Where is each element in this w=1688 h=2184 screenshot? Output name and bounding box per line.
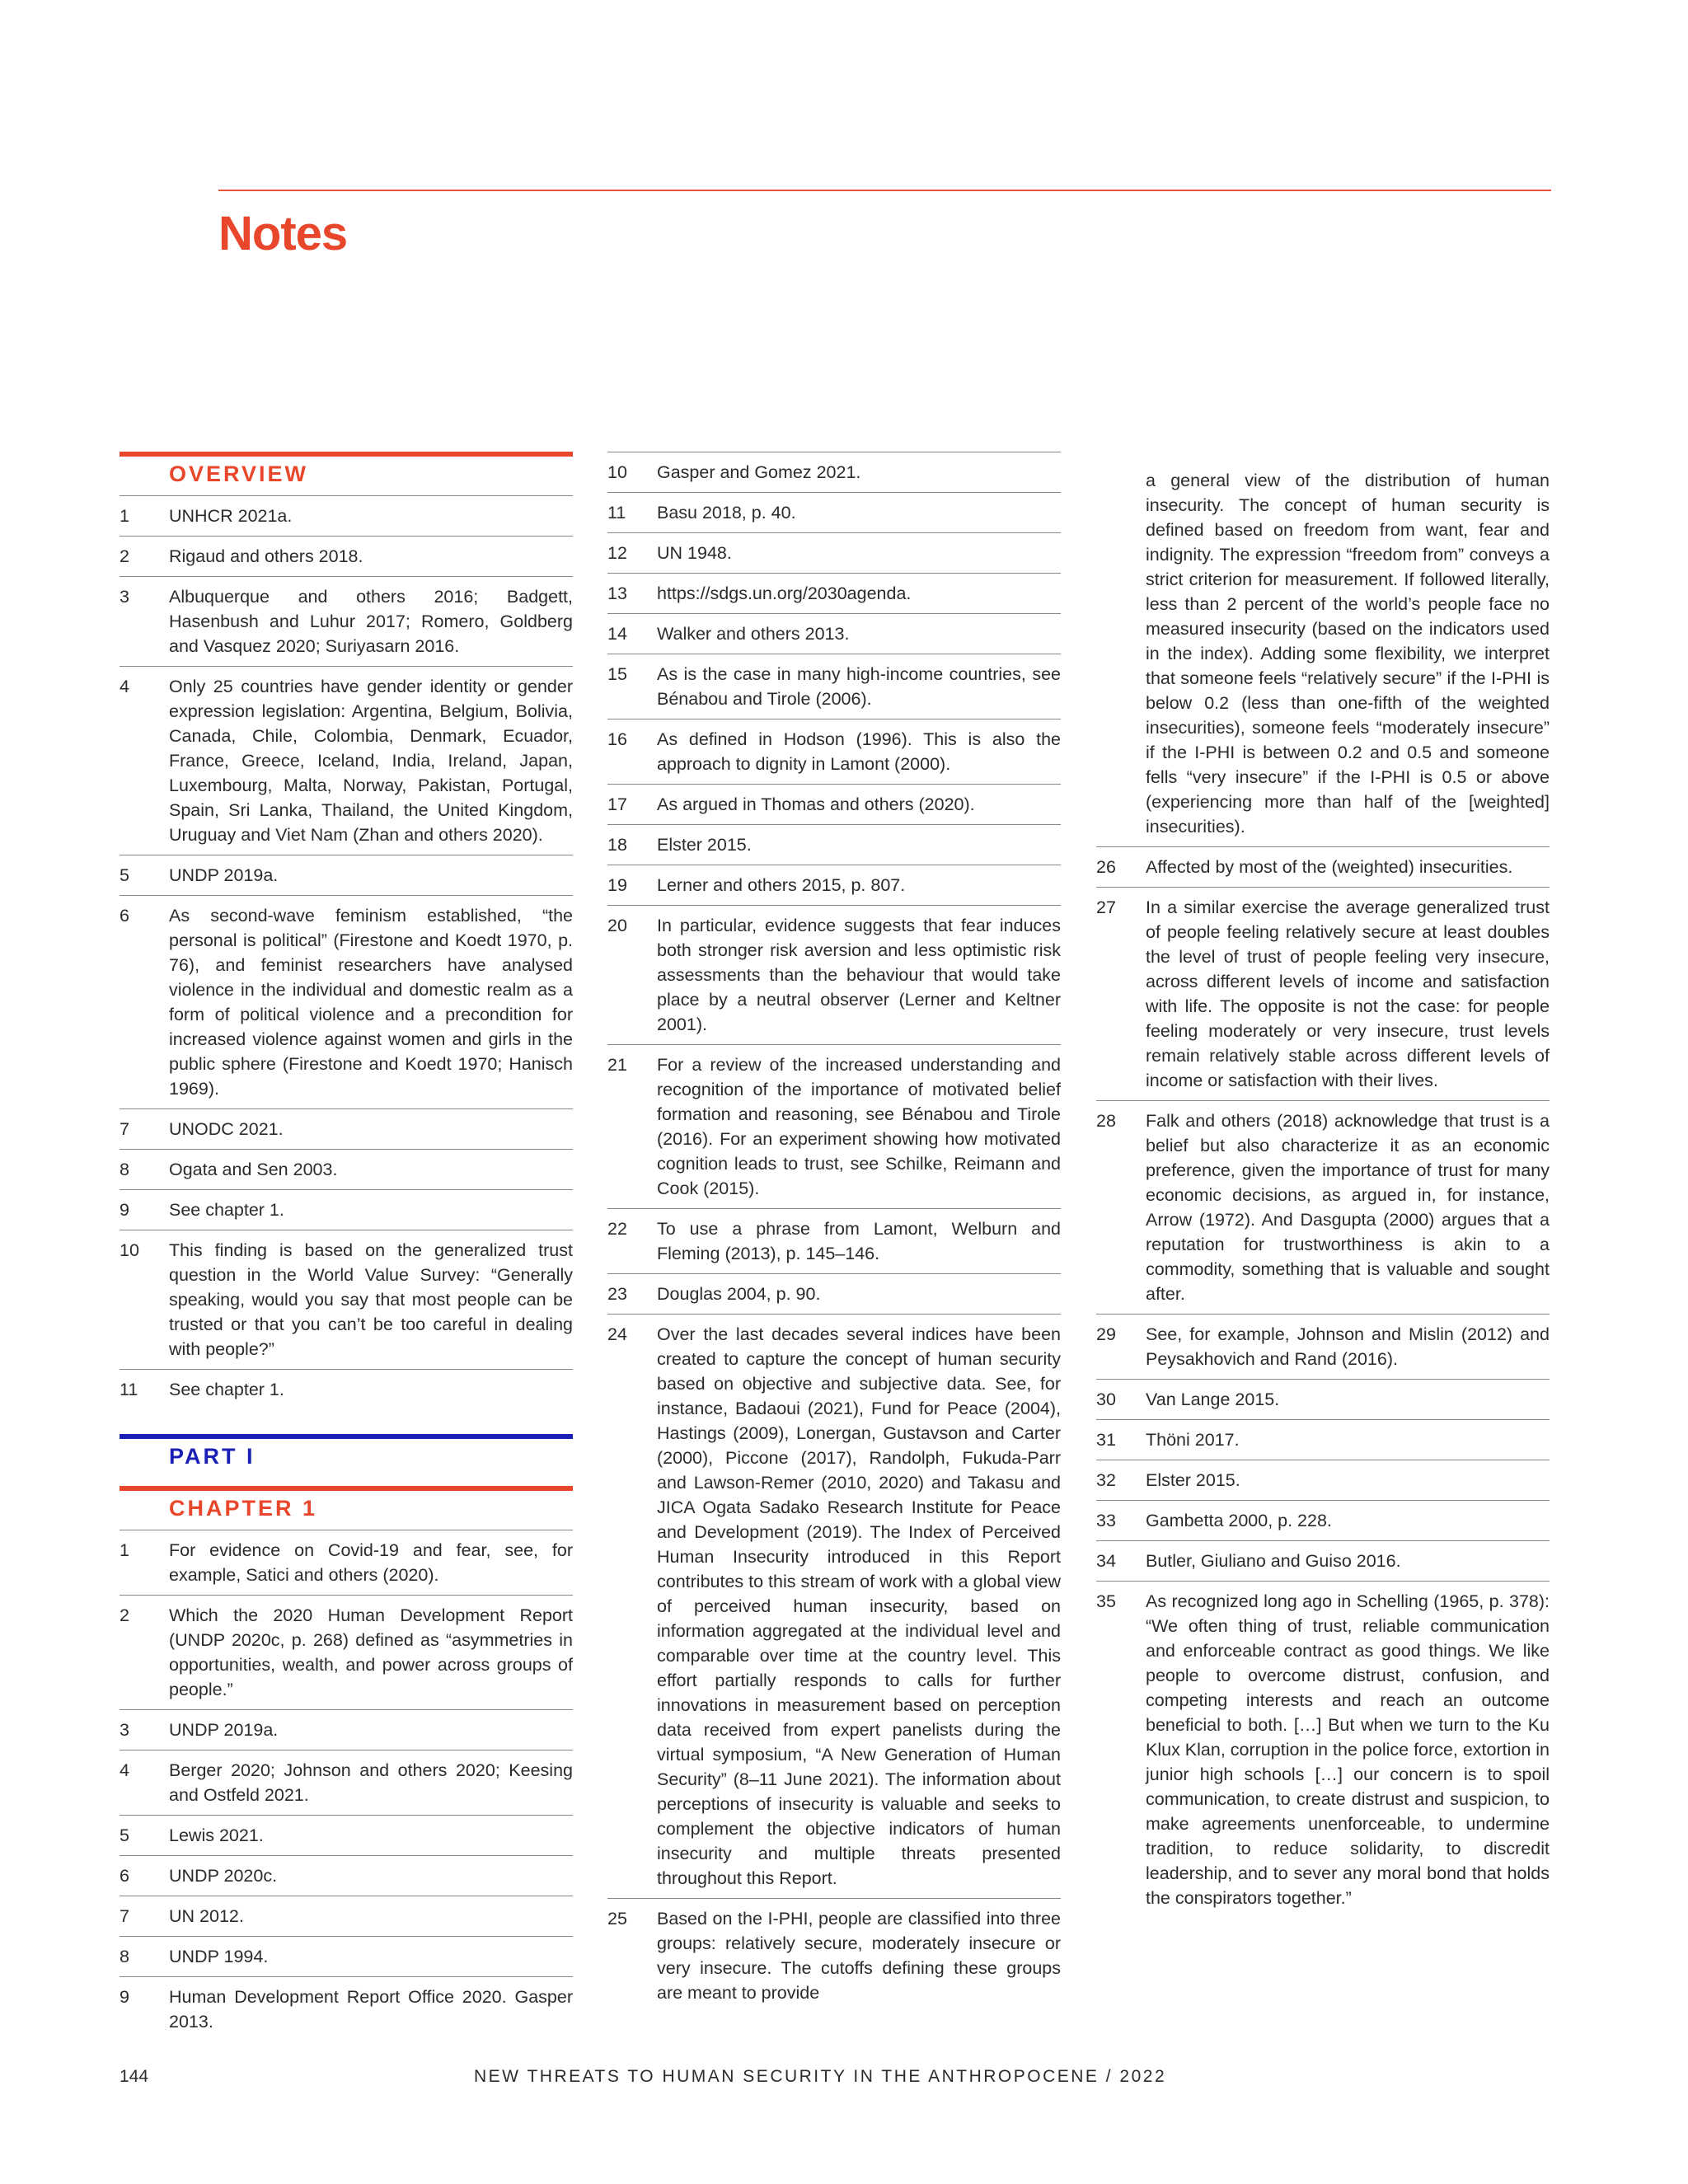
note-number: 2	[120, 546, 129, 566]
note-text: Basu 2018, p. 40.	[657, 503, 796, 523]
note-number: 4	[120, 677, 129, 696]
note-number: 21	[607, 1055, 627, 1075]
note-text: Affected by most of the (weighted) insecurities.	[1146, 857, 1513, 877]
page-number: 144	[120, 2067, 149, 2086]
note-number: 17	[607, 794, 627, 814]
footer-running-title: NEW THREATS TO HUMAN SECURITY IN THE ANTHROPOCENE / 2022	[474, 2067, 1167, 2086]
note-text: For evidence on Covid-19 and fear, see, for example, Satici and others (2020).	[169, 1540, 573, 1585]
notes-column-1	[120, 452, 573, 2041]
note-text: https://sdgs.un.org/2030agenda.	[657, 583, 912, 603]
note-text: Albuquerque and others 2016; Badgett, Hasenbush and Luhur 2017; Romero, Goldberg and Vasquez 2020; Suriyasarn 2016.	[169, 587, 573, 656]
note-item	[607, 784, 1061, 824]
note-item	[120, 1149, 573, 1189]
note-item	[120, 1936, 573, 1976]
note-number: 22	[607, 1219, 627, 1239]
note-number: 26	[1096, 857, 1116, 877]
note-text: In particular, evidence suggests that fear induces both stronger risk aversion and less optimistic risk assessments than the behaviour that would take place by a neutral observer (Lerner and Keltner 2001).	[657, 916, 1061, 1034]
note-text: Lerner and others 2015, p. 807.	[657, 875, 906, 895]
note-text: Ogata and Sen 2003.	[169, 1160, 338, 1179]
note-text: Thöni 2017.	[1146, 1430, 1240, 1450]
note-number: 32	[1096, 1470, 1116, 1490]
note-text: See chapter 1.	[169, 1380, 284, 1399]
section-heading-chapter-1: CHAPTER 1	[120, 1486, 573, 1526]
note-number: 16	[607, 729, 627, 749]
note-number: 29	[1096, 1324, 1116, 1344]
note-item	[1096, 1500, 1550, 1540]
notes-column-3	[1096, 452, 1550, 1918]
note-item	[120, 1108, 573, 1149]
note-number: 25	[607, 1909, 627, 1929]
note-number: 30	[1096, 1390, 1116, 1409]
note-item	[120, 1855, 573, 1896]
overview-notes-list	[120, 495, 573, 1409]
note-number: 6	[120, 906, 129, 926]
note-text: For a review of the increased understanding and recognition of the importance of motivated belief formation and reasoning, see Bénabou and Tirole (2016). For an experiment showing how motivated cognition leads to trust, see Schilke, Reimann and Cook (2015).	[657, 1055, 1061, 1198]
note-number: 3	[120, 1720, 129, 1740]
note-text: UN 2012.	[169, 1906, 244, 1926]
note-item	[120, 1369, 573, 1409]
note-number: 7	[120, 1906, 129, 1926]
note-number: 9	[120, 1987, 129, 2007]
note-number: 2	[120, 1605, 129, 1625]
note-number: 31	[1096, 1430, 1116, 1450]
note-text: Butler, Giuliano and Guiso 2016.	[1146, 1551, 1401, 1571]
note-text: Van Lange 2015.	[1146, 1390, 1280, 1409]
note-item	[607, 1273, 1061, 1314]
note-text: As is the case in many high-income countries, see Bénabou and Tirole (2006).	[657, 664, 1061, 709]
note-text: UNDP 2019a.	[169, 1720, 279, 1740]
note-text: UNODC 2021.	[169, 1119, 284, 1139]
note-item	[120, 666, 573, 855]
note-item	[1096, 452, 1550, 846]
note-text: Over the last decades several indices have been created to capture the concept of human security based on objective and subjective data. See, for instance, Badaoui (2021), Fund for Peace (2004), Hastings (2009), Lonergan, Gustavson and Carter (2000), Piccone (2017), Randolph, Fukuda-Parr and Lawson-Remer (2010, 2020) and Takasu and JICA Ogata Sadako Research Institute for Peace and Development (2019). The Index of Perceived Human Insecurity introduced in this Report contributes to this stream of work with a global view of perceived human insecurity, based on information aggregated at the individual level and comparable over time at the country level. This effort partially responds to calls for further innovations in measurement based on perception data received from expert panelists during the virtual symposium, “A New Generation of Human Security” (8–11 June 2021). The information about perceptions of insecurity is valuable and seeks to complement the objective indicators of human insecurity and multiple threats presented throughout this Report.	[657, 1324, 1061, 1888]
note-text: UNDP 2019a.	[169, 865, 279, 885]
note-item	[607, 532, 1061, 573]
note-text: As argued in Thomas and others (2020).	[657, 794, 975, 814]
note-item	[120, 1530, 573, 1595]
note-number: 11	[120, 1380, 138, 1399]
note-text: Walker and others 2013.	[657, 624, 850, 644]
note-text: Human Development Report Office 2020. Gasper 2013.	[169, 1987, 573, 2032]
note-item	[607, 573, 1061, 613]
note-item	[1096, 1460, 1550, 1500]
note-text: As defined in Hodson (1996). This is also the approach to dignity in Lamont (2000).	[657, 729, 1061, 774]
note-item	[607, 865, 1061, 905]
note-number: 4	[120, 1760, 129, 1780]
note-item	[1096, 887, 1550, 1100]
note-number: 15	[607, 664, 627, 684]
note-number: 23	[607, 1284, 627, 1304]
note-number: 5	[120, 865, 129, 885]
note-number: 28	[1096, 1111, 1116, 1131]
note-item	[1096, 1540, 1550, 1581]
note-item	[120, 1976, 573, 2041]
note-item	[607, 1314, 1061, 1898]
chapter1-notes-list-part-a	[120, 1530, 573, 2041]
note-text: UNDP 2020c.	[169, 1866, 278, 1886]
note-text: In a similar exercise the average generalized trust of people feeling relatively secure at least doubles the level of trust of people feeling very insecure, across different levels of income and satisfaction with life. The opposite is not the case: for people feeling moderately or very insecure, trust levels remain relatively stable across different levels of income or satisfaction with their lives.	[1146, 898, 1550, 1090]
note-number: 11	[607, 503, 626, 523]
note-text: UNHCR 2021a.	[169, 506, 293, 526]
note-text: Rigaud and others 2018.	[169, 546, 363, 566]
note-text: See, for example, Johnson and Mislin (2012) and Peysakhovich and Rand (2016).	[1146, 1324, 1550, 1369]
note-text: Based on the I-PHI, people are classified into three groups: relatively secure, moderately insecure or very insecure. The cutoffs defining these groups are meant to provide	[657, 1909, 1061, 2003]
note-text: Which the 2020 Human Development Report (UNDP 2020c, p. 268) defined as “asymmetries in opportunities, wealth, and power across groups of people.”	[169, 1605, 573, 1699]
note-text: To use a phrase from Lamont, Welburn and Fleming (2013), p. 145–146.	[657, 1219, 1061, 1263]
note-number: 9	[120, 1200, 129, 1220]
note-item	[120, 1230, 573, 1369]
note-text: Elster 2015.	[1146, 1470, 1240, 1490]
note-item	[607, 719, 1061, 784]
note-item	[607, 1044, 1061, 1208]
top-rule	[218, 190, 1551, 191]
note-text: Falk and others (2018) acknowledge that trust is a belief but also characterize it as an economic preference, given the importance of trust for many economic decisions, as argued in, for instance, Arrow (1972). And Dasgupta (2000) argues that a reputation for trustworthiness is akin to a commodity, something that is valuable and sought after.	[1146, 1111, 1550, 1304]
note-item	[607, 492, 1061, 532]
note-number: 10	[607, 462, 627, 482]
note-item	[607, 1898, 1061, 2013]
note-item	[607, 905, 1061, 1044]
note-item	[607, 824, 1061, 865]
note-text: See chapter 1.	[169, 1200, 284, 1220]
note-item	[607, 1208, 1061, 1273]
note-item	[1096, 1581, 1550, 1918]
note-item	[1096, 1314, 1550, 1379]
note-item	[120, 1896, 573, 1936]
section-heading-overview: OVERVIEW	[120, 452, 573, 492]
note-number: 34	[1096, 1551, 1116, 1571]
note-number: 12	[607, 543, 627, 563]
note-item	[120, 1189, 573, 1230]
note-text: Douglas 2004, p. 90.	[657, 1284, 821, 1304]
note-item	[120, 1595, 573, 1709]
note-text: As second-wave feminism established, “the personal is political” (Firestone and Koedt 1970, p. 76), and feminist researchers have analysed violence in the individual and domestic realm as a form of political violence and a precondition for increased violence against women and girls in the public sphere (Firestone and Koedt 1970; Hanisch 1969).	[169, 906, 573, 1099]
note-item	[1096, 1419, 1550, 1460]
note-text: Gambetta 2000, p. 228.	[1146, 1511, 1332, 1530]
note-number: 27	[1096, 898, 1116, 917]
note-number: 6	[120, 1866, 129, 1886]
note-text: As recognized long ago in Schelling (1965, p. 378): “We often thing of trust, reliable communication and enforceable contract as good things. We like people to overcome distrust, confusion, and competing interests and reach an outcome beneficial to both. […] But when we turn to the Ku Klux Klan, corruption in the police force, extortion in junior high schools […] our concern is to spoil communication, to create distrust and suspicion, to make agreements unenforceable, to undermine tradition, to reduce solidarity, to discredit leadership, and to sever any moral bond that holds the conspirators together.”	[1146, 1591, 1550, 1908]
note-number: 5	[120, 1825, 129, 1845]
note-item	[120, 1709, 573, 1750]
note-number: 35	[1096, 1591, 1116, 1611]
note-number: 33	[1096, 1511, 1116, 1530]
chapter1-notes-list-part-b	[607, 452, 1061, 2013]
note-text: UNDP 1994.	[169, 1947, 269, 1966]
note-number: 19	[607, 875, 627, 895]
note-number: 8	[120, 1947, 129, 1966]
note-text: Gasper and Gomez 2021.	[657, 462, 861, 482]
note-item	[607, 452, 1061, 492]
note-number: 13	[607, 583, 627, 603]
note-text: Only 25 countries have gender identity or gender expression legislation: Argentina, Belgium, Bolivia, Canada, Chile, Colombia, Denmark, Ecuador, France, Greece, Iceland, India, Ireland, Japan, Luxembourg, Malta, Norway, Pakistan, Portugal, Spain, Sri Lanka, Thailand, the United Kingdom, Uruguay and Viet Nam (Zhan and others 2020).	[169, 677, 573, 845]
note-text: This finding is based on the generalized trust question in the World Value Survey: “Generally speaking, would you say that most people can be trusted or that you can’t be too careful in dealing with people?”	[169, 1240, 573, 1359]
note-item	[1096, 1100, 1550, 1314]
note-number: 3	[120, 587, 129, 607]
note-item	[1096, 1379, 1550, 1419]
note-item	[120, 855, 573, 895]
note-number: 7	[120, 1119, 129, 1139]
note-text: UN 1948.	[657, 543, 732, 563]
note-number: 24	[607, 1324, 627, 1344]
note-number: 1	[120, 1540, 129, 1560]
page-title: Notes	[218, 207, 348, 260]
note-number: 1	[120, 506, 129, 526]
note-item	[120, 1750, 573, 1815]
note-number: 14	[607, 624, 627, 644]
note-item	[607, 654, 1061, 719]
note-number: 8	[120, 1160, 129, 1179]
note-item	[120, 895, 573, 1108]
note-number: 18	[607, 835, 627, 855]
note-item	[120, 536, 573, 576]
note-text: Elster 2015.	[657, 835, 752, 855]
note-item	[1096, 846, 1550, 887]
note-text: Berger 2020; Johnson and others 2020; Keesing and Ostfeld 2021.	[169, 1760, 573, 1805]
chapter1-notes-list-part-c	[1096, 452, 1550, 1918]
note-item	[120, 495, 573, 536]
note-item	[120, 576, 573, 666]
section-heading-part-1: PART I	[120, 1434, 573, 1474]
note-text: a general view of the distribution of human insecurity. The concept of human security is defined based on freedom from want, fear and indignity. The expression “freedom from” conveys a strict criterion for measurement. If followed literally, less than 2 percent of the world’s people face no measured insecurity (based on the indicators used in the index). Adding some flexibility, we interpret that someone feels “relatively secure” if the I-PHI is below 0.2 (less than one-fifth of the weighted insecurities), someone feels “moderately insecure” if the I-PHI is between 0.2 and 0.5 and someone fells “very insecure” if the I-PHI is 0.5 or above (experiencing more than half of the [weighted] insecurities).	[1146, 471, 1550, 837]
notes-column-2	[607, 452, 1061, 2013]
note-item	[607, 613, 1061, 654]
note-number: 20	[607, 916, 627, 935]
note-text: Lewis 2021.	[169, 1825, 264, 1845]
note-number: 10	[120, 1240, 139, 1260]
note-item	[120, 1815, 573, 1855]
